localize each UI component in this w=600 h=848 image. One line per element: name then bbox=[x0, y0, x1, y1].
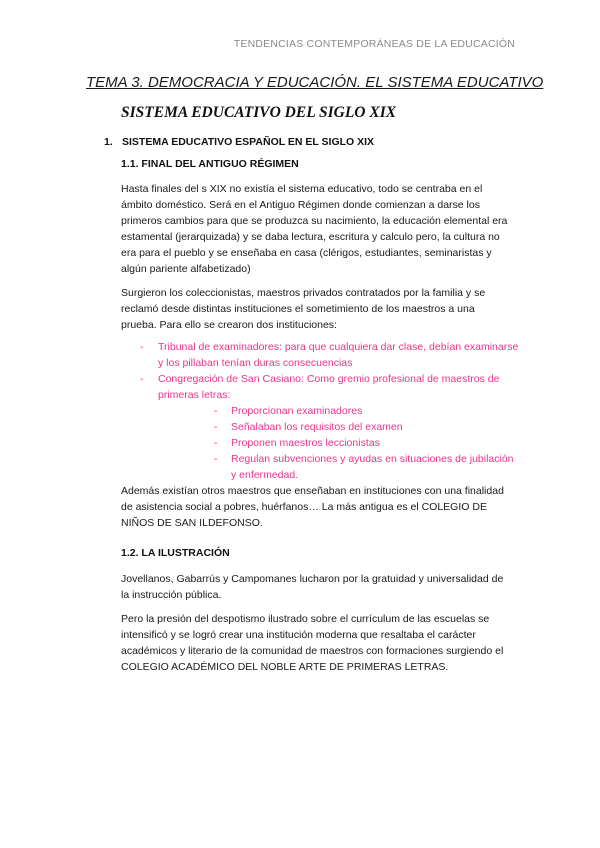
paragraph-ilustracion-2: Pero la presión del despotismo ilustrado sobre el currículum de las escuelas se intensificó y se logró crear una institución moderna que resaltaba el carácter académicos y literario de la comunidad de maestros con formaciones surgiendo el COLEGIO ACADÉMICO DEL NOBLE ARTE DE PRIMERAS LETRAS. bbox=[121, 613, 504, 673]
subsection-heading-1-1: 1.1. FINAL DEL ANTIGUO RÉGIMEN bbox=[121, 158, 299, 170]
paragraph-antiguo-regimen-3: Además existían otros maestros que enseñaban en instituciones con una finalidad de asistencia social a pobres, huérfanos… La más antigua es el COLEGIO DE NIÑOS DE SAN ILDEFONSO. bbox=[121, 485, 504, 529]
topic-title: TEMA 3. DEMOCRACIA Y EDUCACIÓN. EL SISTEMA EDUCATIVO bbox=[86, 74, 544, 91]
list-item: - Proponen maestros leccionistas bbox=[214, 437, 380, 449]
list-item: - Tribunal de examinadores: para que cualquiera dar clase, debían examinarse y los pillaban tenían duras consecuencias bbox=[140, 341, 519, 369]
section-title: SISTEMA EDUCATIVO ESPAÑOL EN EL SIGLO XIX bbox=[122, 136, 375, 148]
paragraph-ilustracion-1: Jovellanos, Gabarrús y Campomanes lucharon por la gratuidad y universalidad de la instrucción pública. bbox=[121, 573, 504, 601]
list-item: - Regulan subvenciones y ayudas en situaciones de jubilación y enfermedad. bbox=[214, 453, 514, 481]
paragraph-antiguo-regimen-1: Hasta finales del s XIX no existía el sistema educativo, todo se centraba en el ámbito doméstico. Será en el Antiguo Régimen donde comienzan a darse los primeros cambios para que se produzca su nacimiento, la educación elemental era estamental (jerarquizada) y se daba lectura, escritura y calculo pero, la cultura no era para el pueblo y se enseñaba en casa (clérigos, estudiantes, seminaristas y algún pariente alfabetizado) bbox=[121, 183, 508, 275]
document-title: SISTEMA EDUCATIVO DEL SIGLO XIX bbox=[121, 104, 397, 121]
congregation-functions-list bbox=[214, 403, 514, 483]
institutions-list bbox=[140, 339, 520, 403]
section-heading-1 bbox=[104, 136, 374, 148]
section-number: 1. bbox=[104, 136, 113, 148]
paragraph-antiguo-regimen-2: Surgieron los coleccionistas, maestros privados contratados por la familia y se reclamó desde distintas instituciones el sometimiento de los maestros a una prueba. Para ello se crearon dos instituciones: bbox=[121, 287, 486, 331]
list-item: - Señalaban los requisitos del examen bbox=[214, 421, 403, 433]
running-header: TENDENCIAS CONTEMPORÁNEAS DE LA EDUCACIÓN bbox=[233, 38, 515, 50]
list-item: - Congregación de San Casiano: Como gremio profesional de maestros de primeras letras: bbox=[140, 373, 500, 401]
subsection-heading-1-2: 1.2. LA ILUSTRACIÓN bbox=[121, 547, 230, 559]
list-item: - Proporcionan examinadores bbox=[214, 405, 363, 417]
